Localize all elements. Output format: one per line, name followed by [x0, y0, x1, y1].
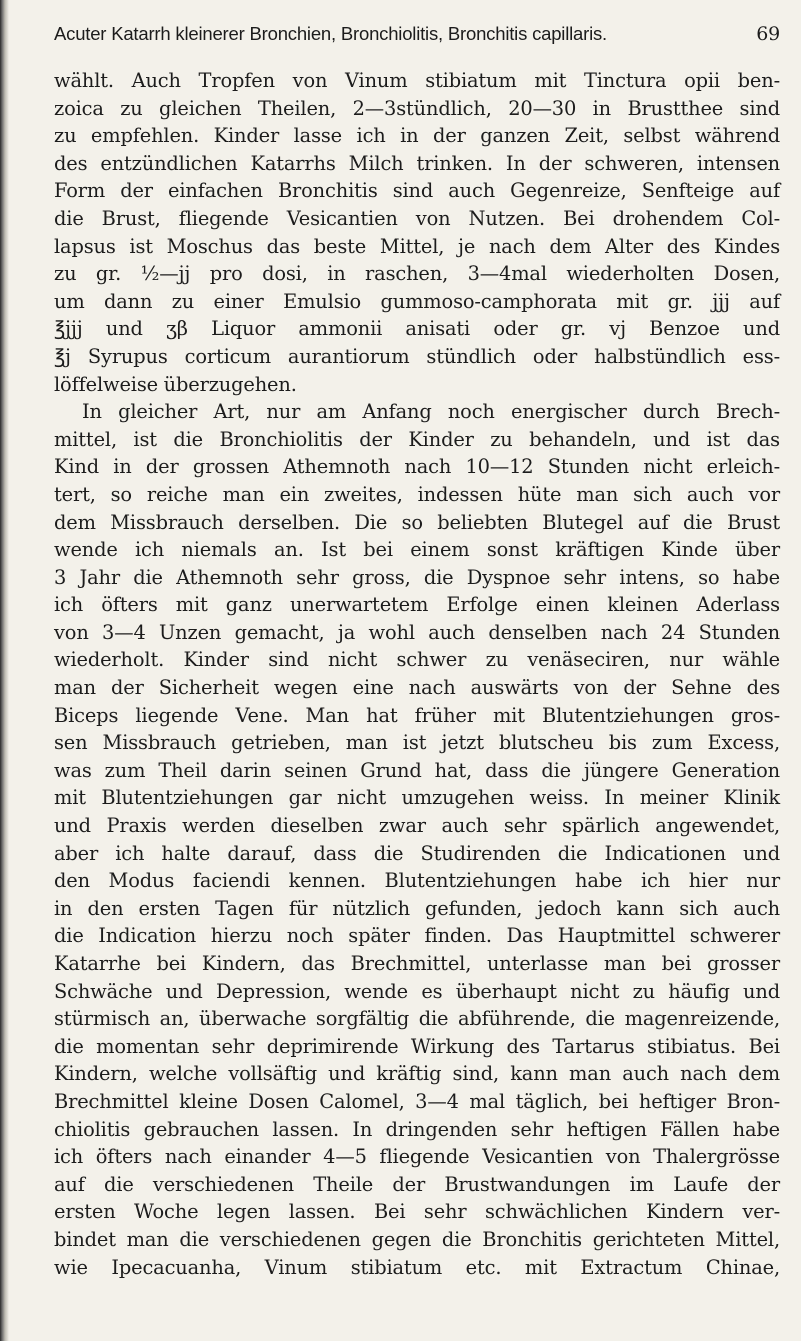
text-line: wende ich niemals an. Ist bei einem sonst kräftigen Kinde über: [54, 538, 780, 562]
text-line: man der Sicherheit wegen eine nach auswärts von der Sehne des: [54, 676, 780, 700]
text-line: ich öfters mit ganz unerwartetem Erfolge einen kleinen Aderlass: [54, 593, 780, 617]
text-line: Form der einfachen Bronchitis sind auch Gegenreize, Senfteige auf: [54, 179, 780, 203]
page-binding-edge: [0, 0, 9, 1341]
book-page: [54, 14, 780, 1281]
text-line: die Indication hierzu noch später finden. Das Hauptmittel schwerer: [54, 924, 780, 948]
text-line: tert, so reiche man ein zweites, indessen hüte man sich auch vor: [54, 482, 780, 506]
text-line: mit Blutentziehungen gar nicht umzugehen weiss. In meiner Klinik: [54, 786, 780, 810]
text-line: ich öfters nach einander 4—5 fliegende Vesicantien von Thalergrösse: [54, 1145, 780, 1169]
text-line: des entzündlichen Katarrhs Milch trinken. In der schweren, intensen: [54, 151, 780, 175]
text-line: wie Ipecacuanha, Vinum stibiatum etc. mit Extractum Chinae,: [54, 1255, 780, 1279]
text-line: zoica zu gleichen Theilen, 2—3stündlich, 20—30 in Brustthee sind: [54, 96, 780, 120]
text-line: chiolitis gebrauchen lassen. In dringenden sehr heftigen Fällen habe: [54, 1117, 780, 1141]
page-number: 69: [756, 23, 780, 45]
body-text: [54, 67, 780, 1281]
text-line: zu gr. ½—jj pro dosi, in raschen, 3—4mal wiederholten Dosen,: [54, 262, 780, 286]
text-line: Biceps liegende Vene. Man hat früher mit Blutentziehungen gros-: [54, 703, 780, 727]
text-line: zu empfehlen. Kinder lasse ich in der ganzen Zeit, selbst während: [54, 124, 780, 148]
text-line: wählt. Auch Tropfen von Vinum stibiatum mit Tinctura opii ben-: [54, 69, 780, 92]
text-line: Brechmittel kleine Dosen Calomel, 3—4 mal täglich, bei heftiger Bron-: [54, 1089, 780, 1113]
running-head: [54, 14, 780, 54]
text-line: von 3—4 Unzen gemacht, ja wohl auch denselben nach 24 Stunden: [54, 620, 780, 644]
text-line: sen Missbrauch getrieben, man ist jetzt blutscheu bis zum Excess,: [54, 731, 780, 755]
running-head-title: Acuter Katarrh kleinerer Bronchien, Bronchiolitis, Bronchitis capillaris.: [54, 23, 607, 44]
text-line: Katarrhe bei Kindern, das Brechmittel, unterlasse man bei grosser: [54, 952, 780, 975]
text-line: lapsus ist Moschus das beste Mittel, je nach dem Alter des Kindes: [54, 234, 780, 258]
text-line: auf die verschiedenen Theile der Brustwandungen im Laufe der: [54, 1172, 780, 1196]
text-line: um dann zu einer Emulsio gummoso-camphorata mit gr. jjj auf: [54, 289, 780, 313]
text-line: löffelweise überzugehen.: [54, 372, 297, 396]
text-line: ℥jjj und ʒβ Liquor ammonii anisati oder gr. vj Benzoe und: [54, 317, 780, 341]
text-line: In gleicher Art, nur am Anfang noch energischer durch Brech-: [82, 400, 780, 424]
text-line: in den ersten Tagen für nützlich gefunden, jedoch kann sich auch: [54, 896, 780, 920]
text-line: stürmisch an, überwache sorgfältig die abführende, die magenreizende,: [54, 1007, 780, 1031]
text-line: wiederholt. Kinder sind nicht schwer zu venäseciren, nur wähle: [54, 648, 780, 672]
text-line: und Praxis werden dieselben zwar auch sehr spärlich angewendet,: [54, 814, 780, 838]
text-line: ℥j Syrupus corticum aurantiorum stündlich oder halbstündlich ess-: [54, 344, 780, 368]
text-line: bindet man die verschiedenen gegen die Bronchitis gerichteten Mittel,: [54, 1227, 780, 1251]
text-line: dem Missbrauch derselben. Die so beliebten Blutegel auf die Brust: [54, 510, 780, 534]
text-line: den Modus faciendi kennen. Blutentziehungen habe ich hier nur: [54, 869, 780, 893]
text-line: Kind in der grossen Athemnoth nach 10—12 Stunden nicht erleich-: [54, 455, 780, 479]
text-line: Kindern, welche vollsäftig und kräftig sind, kann man auch nach dem: [54, 1062, 780, 1086]
text-line: 3 Jahr die Athemnoth sehr gross, die Dyspnoe sehr intens, so habe: [54, 565, 780, 589]
text-line: die momentan sehr deprimirende Wirkung des Tartarus stibiatus. Bei: [54, 1034, 780, 1058]
text-line: aber ich halte darauf, dass die Studirenden die Indicationen und: [54, 841, 780, 865]
text-line: mittel, ist die Bronchiolitis der Kinder zu behandeln, und ist das: [54, 427, 780, 451]
text-line: ersten Woche legen lassen. Bei sehr schwächlichen Kindern ver-: [54, 1200, 780, 1224]
text-line: die Brust, fliegende Vesicantien von Nutzen. Bei drohendem Col-: [54, 206, 780, 230]
text-line: was zum Theil darin seinen Grund hat, dass die jüngere Generation: [54, 758, 780, 782]
text-line: Schwäche und Depression, wende es überhaupt nicht zu häufig und: [54, 979, 780, 1003]
